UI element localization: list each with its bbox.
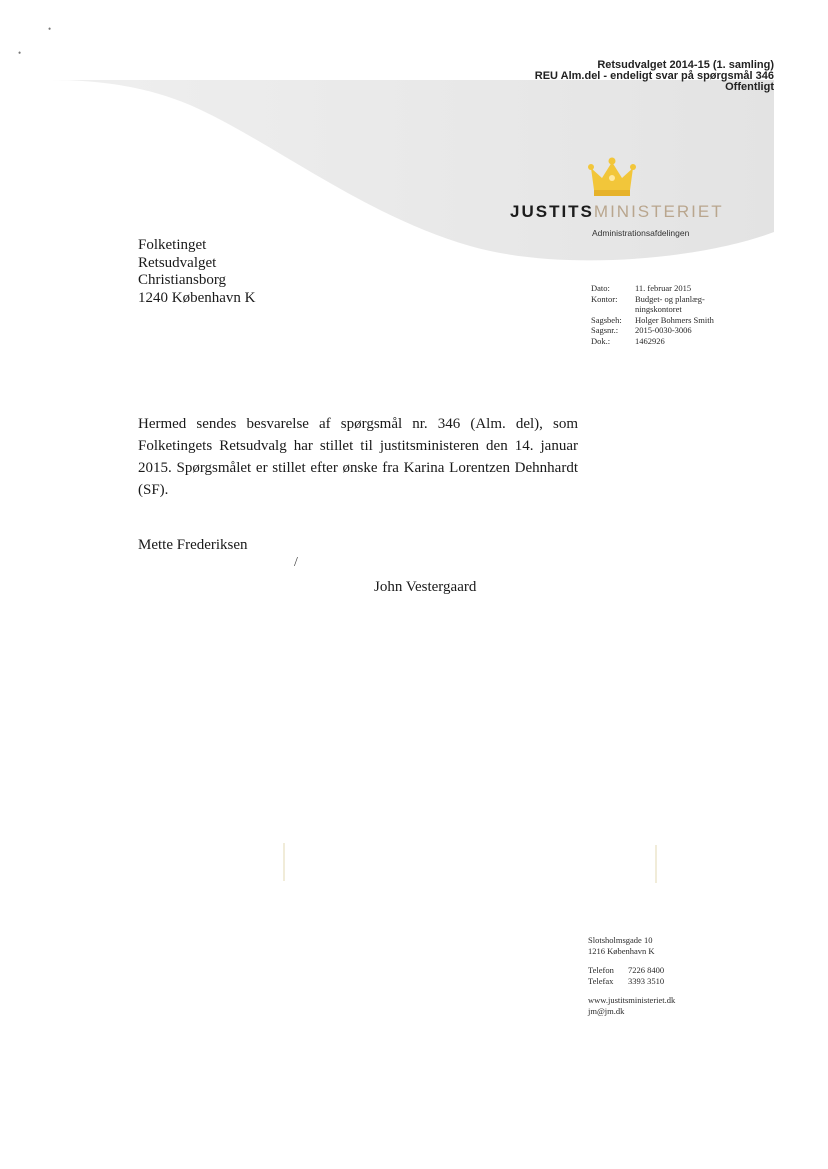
scan-artifact <box>283 843 285 881</box>
meta-value: ningskontoret <box>635 304 682 314</box>
meta-row <box>591 325 735 336</box>
footer-address-line: 1216 København K <box>588 946 655 956</box>
recipient-line: Folketinget <box>138 237 207 253</box>
meta-row <box>591 315 735 326</box>
meta-key <box>591 304 635 315</box>
crown-icon <box>588 156 636 198</box>
meta-value: Holger Bohmers Smith <box>635 314 714 325</box>
meta-value: 11. februar 2015 <box>635 283 692 293</box>
meta-row <box>591 294 735 305</box>
meta-value: 2015-0030-3006 <box>635 325 692 335</box>
letterhead-wave-banner <box>0 0 828 300</box>
meta-key: Dok.: <box>591 335 611 346</box>
meta-key: Kontor: <box>591 293 618 304</box>
footer-email-link[interactable]: jm@jm.dk <box>588 1006 625 1016</box>
signature-official: John Vestergaard <box>374 579 477 595</box>
meta-row <box>591 283 735 294</box>
recipient-line: Christiansborg <box>138 272 227 288</box>
scan-speck: • <box>48 24 52 34</box>
meta-key: Dato: <box>591 283 610 293</box>
stamp-line-3: Offentligt <box>725 81 774 93</box>
meta-key: Sagsbeh: <box>591 314 622 325</box>
scan-speck: • <box>18 48 22 58</box>
case-metadata <box>591 283 735 346</box>
stamp-line-1: Retsudvalget 2014-15 (1. samling) <box>597 59 774 71</box>
department-name: Administrationsafdelingen <box>592 228 690 238</box>
signature-slash: / <box>294 555 298 570</box>
stamp-line-2: REU Alm.del - endeligt svar på spørgsmål 346 <box>534 70 774 82</box>
footer-fax: Telefax 3393 3510 <box>588 976 665 986</box>
scan-artifact <box>655 845 657 883</box>
recipient-line: 1240 København K <box>138 289 256 306</box>
meta-value: 1462926 <box>635 335 665 346</box>
meta-row <box>591 336 735 347</box>
meta-key: Sagsnr.: <box>591 325 619 335</box>
signature-minister: Mette Frederiksen <box>138 537 248 553</box>
meta-value: Budget- og planlæg- <box>635 293 705 304</box>
meta-row <box>591 304 735 315</box>
footer-website-link[interactable]: www.justitsministeriet.dk <box>588 995 676 1005</box>
letter-body: Hermed sendes besvarelse af spørgsmål nr. 346 (Alm. del), som Folketingets Retsudvalg har stillet til justitsministeren den 14. januar 2015. Spørgsmålet er stillet efter ønske fra Karina Lorentzen Dehnhardt (SF). <box>138 416 578 498</box>
footer-phone: Telefon 7226 8400 <box>588 965 665 975</box>
recipient-line: Retsudvalget <box>138 254 217 271</box>
parliament-stamp <box>535 60 774 93</box>
footer-address-line: Slotsholmsgade 10 <box>588 935 653 945</box>
recipient-address <box>138 237 255 307</box>
ministry-contact-footer <box>588 935 675 1025</box>
ministry-name: JUSTITSMINISTERIET <box>510 202 724 221</box>
